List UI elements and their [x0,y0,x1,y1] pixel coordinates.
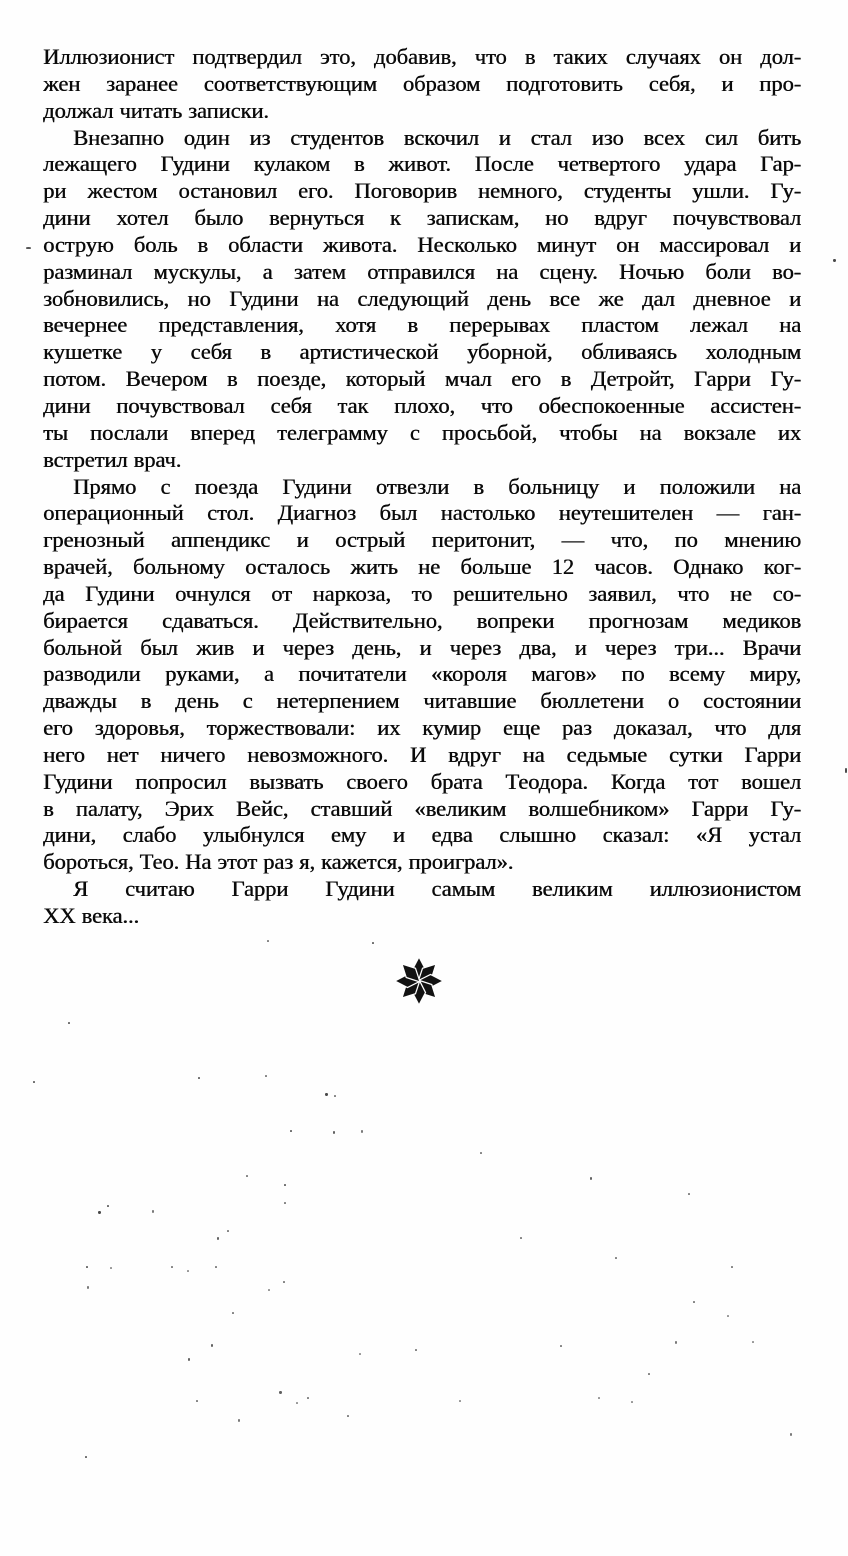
scan-speck [688,1193,690,1195]
scan-speck [267,940,269,942]
text-line: разминал мускулы, а затем отправился на сцену. Ночью боли во- [43,258,801,284]
scan-speck [107,1205,109,1207]
scan-speck [279,1391,282,1394]
scan-speck [171,1266,173,1268]
text-line: него нет ничего невозможного. И вдруг на седьмые сутки Гарри [43,741,801,767]
scan-speck [68,1022,70,1024]
scan-speck [187,1270,189,1272]
scan-speck [790,1433,792,1436]
scan-speck [87,1286,89,1289]
scan-speck [480,1152,482,1154]
scan-speck [675,1341,677,1344]
scan-speck [232,1312,234,1314]
scan-speck [727,1315,729,1317]
scan-speck [415,1349,417,1351]
text-line: должал читать записки. [43,97,269,123]
text-line: дини почувствовал себя так плохо, что обеспокоенные ассистен- [43,392,801,418]
text-line: Внезапно один из студентов вскочил и стал изо всех сил бить [73,124,801,150]
scan-speck [459,1400,461,1402]
text-line: жен заранее соответствующим образом подготовить себя, и про- [43,70,801,96]
text-line: потом. Вечером в поезде, который мчал его в Детройт, Гарри Гу- [43,366,801,392]
text-line: больной был жив и через день, и через два, и через три... Врачи [43,634,801,660]
text-line: дини, слабо улыбнулся ему и едва слышно сказал: «Я устал [43,822,801,848]
text-line: XX века... [43,903,139,928]
text-line: Я считаю Гарри Гудини самым великим иллюзионистом [73,876,801,902]
text-line: врачей, больному осталось жить не больше 12 часов. Однако ког- [43,554,801,580]
scan-speck [648,1373,650,1375]
scan-speck [198,1077,200,1079]
text-line: гренозный аппендикс и острый перитонит, — что, по мнению [43,527,801,553]
scan-speck [631,1401,633,1403]
text-line: Гудини попросил вызвать своего брата Теодора. Когда тот вошел [43,768,801,794]
scan-speck [359,1353,361,1355]
scan-speck [211,1344,213,1347]
scan-speck [33,1081,35,1083]
text-line: ты послали вперед телеграмму с просьбой, чтобы на вокзале их [43,419,801,445]
scan-speck [196,1400,198,1402]
scan-speck [265,1075,267,1077]
text-line: ри жестом остановил его. Поговорив немного, студенты ушли. Гу- [43,178,801,204]
scan-speck [845,768,847,773]
scan-speck [227,1230,229,1232]
scan-speck [290,1130,292,1132]
scan-speck [283,1281,285,1283]
scan-speck [284,1202,286,1204]
scan-speck [333,1131,335,1134]
scan-speck [85,1456,87,1458]
scan-speck [615,1257,617,1259]
end-ornament [394,955,444,1007]
text-line: операционный стол. Диагноз был настолько неутешителен — ган- [43,500,801,526]
eight-pointed-star-icon [394,955,444,1007]
text-line: Прямо с поезда Гудини отвезли в больницу и положили на [73,473,801,499]
scan-speck [307,1397,309,1399]
scan-speck [284,1184,286,1186]
scan-speck [188,1358,190,1361]
scan-speck [110,1267,112,1269]
scan-speck [520,1237,522,1239]
scan-speck [833,259,836,262]
text-line: Иллюзионист подтвердил это, добавив, что в таких случаях он дол- [43,44,801,69]
scan-speck [560,1345,562,1347]
scan-speck [296,1402,298,1404]
scan-speck [246,1175,248,1177]
scan-speck [238,1419,240,1422]
scan-speck [152,1210,154,1213]
text-line: бирается сдаваться. Действительно, вопреки прогнозам медиков [43,607,801,633]
scan-speck [98,1211,101,1214]
scan-speck [752,1341,754,1343]
text-line: да Гудини очнулся от наркоза, то решительно заявил, что не со- [43,580,801,606]
page-text [43,44,801,930]
scan-speck [347,1415,349,1417]
text-line: в палату, Эрих Вейс, ставший «великим волшебником» Гарри Гу- [43,795,801,821]
scan-speck [26,247,31,249]
text-line: острую боль в области живота. Несколько минут он массировал и [43,231,801,257]
text-line: его здоровья, торжествовали: их кумир еще раз доказал, что для [43,715,801,741]
text-line: бороться, Тео. На этот раз я, кажется, проиграл». [43,849,514,875]
scan-speck [372,942,374,944]
scan-speck [217,1237,219,1240]
text-line: встретил врач. [43,446,182,472]
text-line: зобновились, но Гудини на следующий день все же дал дневное и [43,285,801,311]
scan-speck [215,1266,217,1268]
scan-speck [86,1266,88,1268]
text-line: дважды в день с нетерпением читавшие бюллетени о состоянии [43,688,801,714]
text-line: разводили руками, а почитатели «короля магов» по всему миру, [43,661,801,687]
text-line: лежащего Гудини кулаком в живот. После четвертого удара Гар- [43,151,801,177]
scan-speck [731,1266,733,1268]
text-line: вечернее представления, хотя в перерывах пластом лежал на [43,312,801,338]
scan-speck [334,1095,336,1097]
scan-speck [598,1397,600,1399]
text-line: дини хотел было вернуться к запискам, но вдруг почувствовал [43,205,801,231]
text-line: кушетке у себя в артистической уборной, обливаясь холодным [43,339,801,365]
scan-speck [693,1301,695,1303]
scan-speck [361,1130,363,1133]
scan-speck [268,1289,270,1291]
scan-speck [325,1093,328,1096]
scan-speck [590,1177,592,1180]
